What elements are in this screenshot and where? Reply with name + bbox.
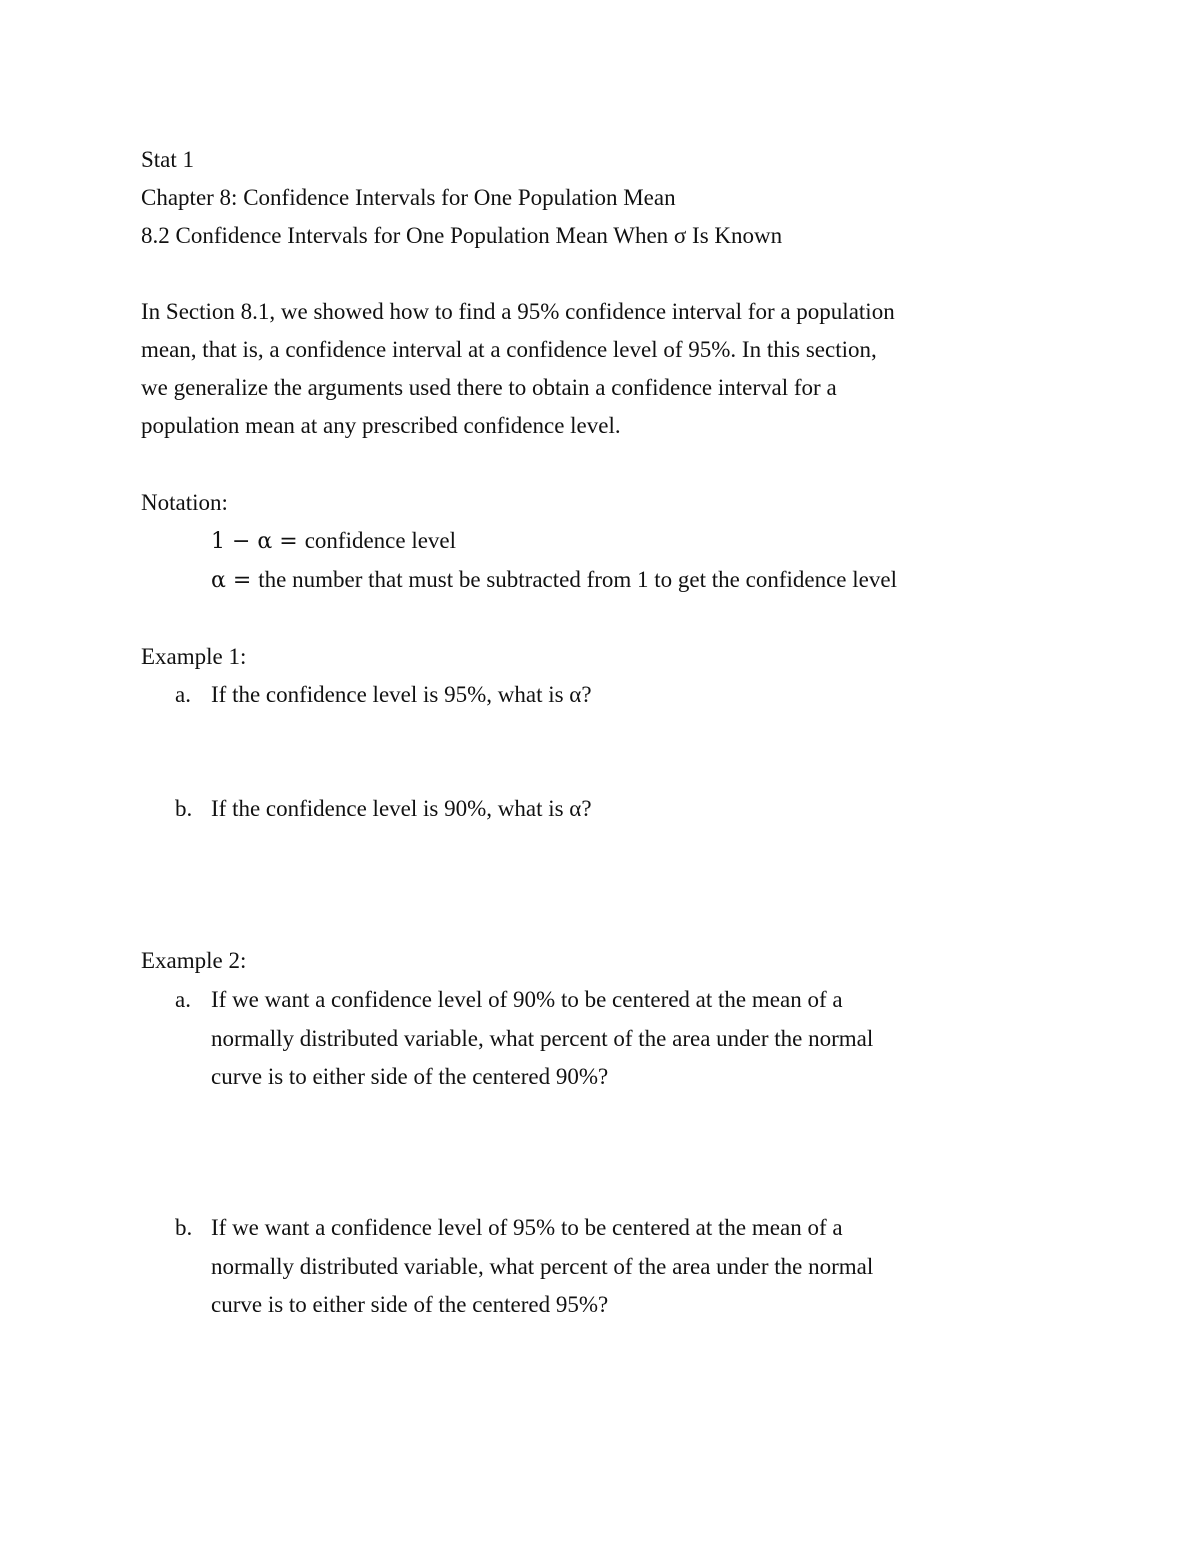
example-1-b-question: If the confidence level is 90%, what is α?	[211, 796, 592, 821]
example-2-a-marker: a.	[175, 987, 191, 1012]
section-title: 8.2 Confidence Intervals for One Population Mean When σ Is Known	[141, 223, 783, 248]
chapter-title: Chapter 8: Confidence Intervals for One Population Mean	[141, 185, 676, 210]
intro-line-4: population mean at any prescribed confidence level.	[141, 413, 621, 438]
example-2-b-line-1: If we want a confidence level of 95% to be centered at the mean of a	[211, 1215, 843, 1240]
intro-line-3: we generalize the arguments used there to obtain a confidence interval for a	[141, 375, 837, 400]
example-2-b-line-2: normally distributed variable, what percent of the area under the normal	[211, 1254, 874, 1279]
example-1-a-question: If the confidence level is 95%, what is α?	[211, 682, 592, 707]
example-1-title: Example 1:	[141, 644, 247, 669]
notation-meaning-2: the number that must be subtracted from 1 to get the confidence level	[258, 567, 897, 592]
notation-meaning-1: confidence level	[304, 528, 457, 553]
notation-definition-confidence-level	[211, 522, 456, 561]
example-1-b-marker: b.	[175, 796, 193, 821]
example-2-a-line-3: curve is to either side of the centered 90%?	[211, 1064, 609, 1089]
example-2-b-marker: b.	[175, 1215, 193, 1240]
course-title: Stat 1	[141, 147, 195, 172]
example-1-a-marker: a.	[175, 682, 191, 707]
notation-formula-1: 1 − α =	[211, 529, 305, 554]
intro-line-1: In Section 8.1, we showed how to find a 95% confidence interval for a population	[141, 299, 895, 324]
example-2-a-line-1: If we want a confidence level of 90% to be centered at the mean of a	[211, 987, 843, 1012]
example-2-a-line-2: normally distributed variable, what percent of the area under the normal	[211, 1026, 874, 1051]
example-2-title: Example 2:	[141, 948, 247, 973]
notation-formula-2: α =	[211, 568, 259, 593]
intro-line-2: mean, that is, a confidence interval at a confidence level of 95%. In this section,	[141, 337, 877, 362]
notation-definition-alpha	[211, 561, 897, 600]
notation-label: Notation:	[141, 490, 228, 515]
example-2-b-line-3: curve is to either side of the centered 95%?	[211, 1292, 609, 1317]
